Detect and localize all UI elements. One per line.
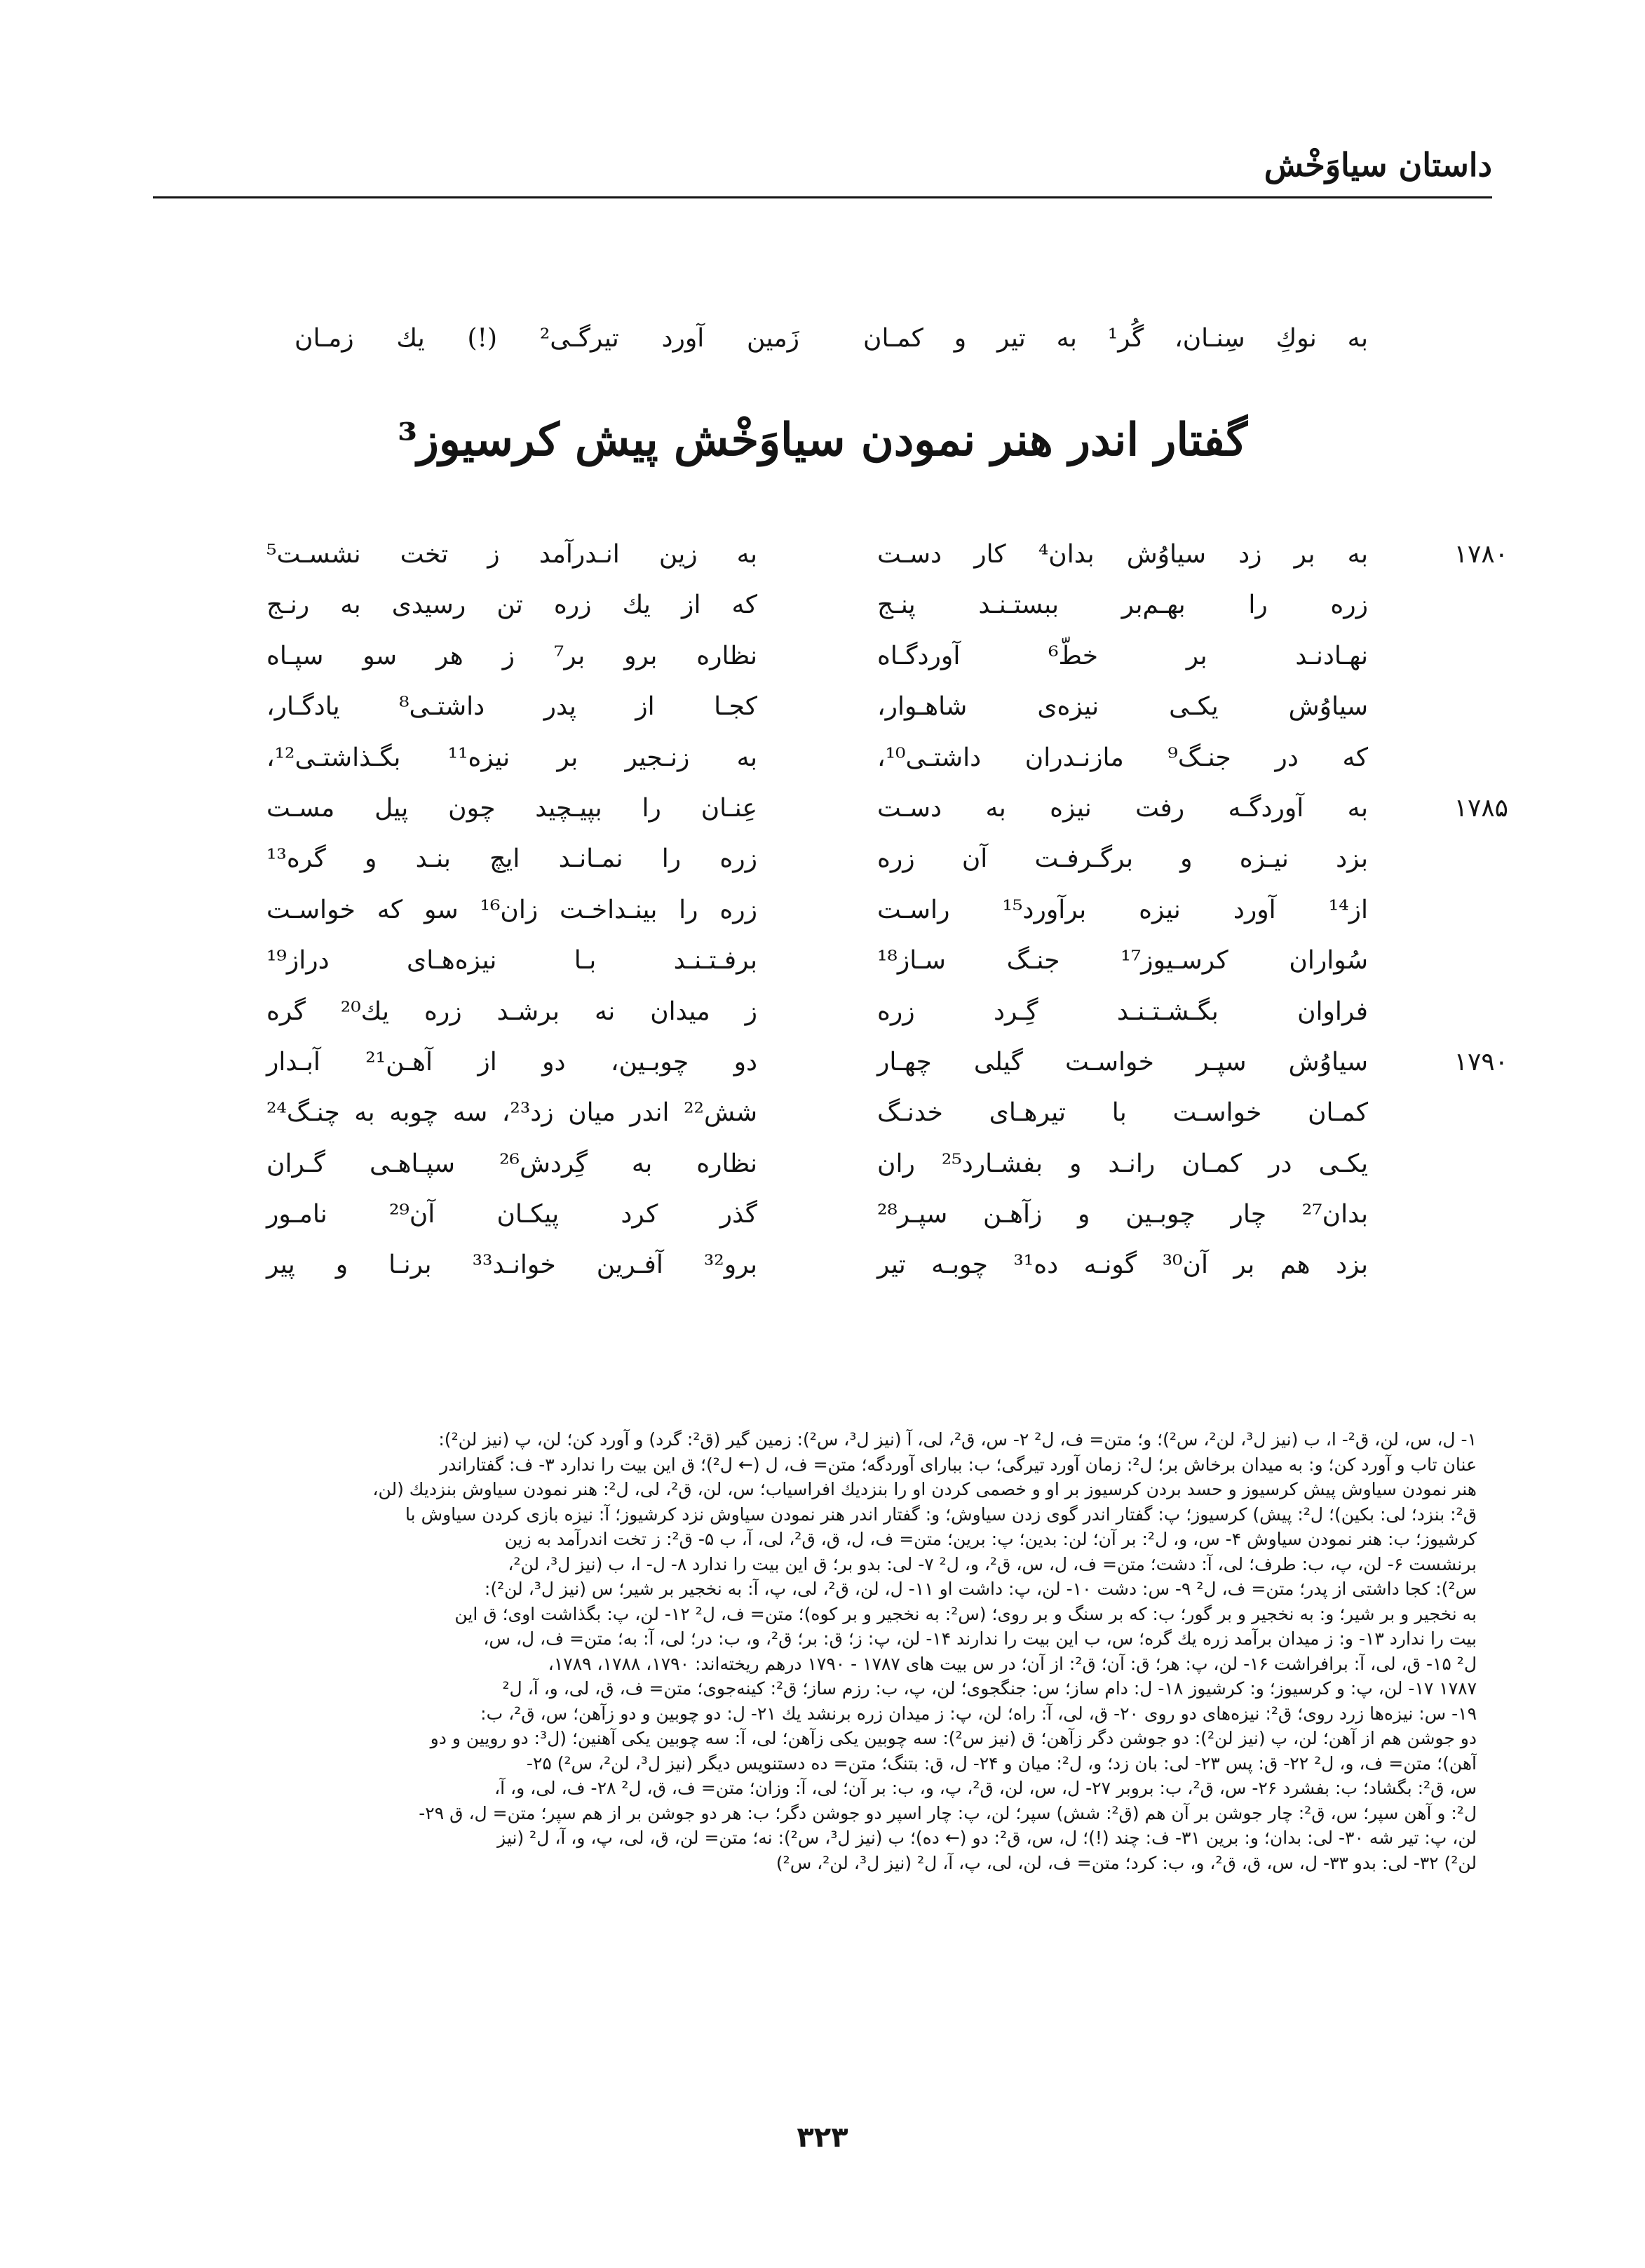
verse-hemistich-right: بزد نیـزه و برگـرفـت آن زره xyxy=(877,844,1368,874)
verse-row xyxy=(266,1047,1508,1098)
verse-row xyxy=(266,1250,1368,1301)
verse-hemistich-right: سیاوُش یكـی نیزه‌ی شاهـوار، xyxy=(877,692,1368,722)
footnote-line: آهن)؛ متن= ف، و، ل² ۲۲- ق: پس ۲۳- لی: بان زد؛ و، ل²: میان و ۲۴- ل، ق: بتنگ؛ متن= ده دستنویس دیگر (نیز ل³، لن²، س²) ۲۵- xyxy=(526,1753,1477,1774)
verse-number: ۱۷۸۵ xyxy=(1454,793,1508,823)
verse-row xyxy=(266,1200,1368,1250)
verse-hemistich-right: به بر زد سیاوُش بدان⁴ كار دسـت xyxy=(877,540,1368,569)
verse-hemistich-right: یكـی در كمـان رانـد و بفشـارد²⁵ ران xyxy=(877,1149,1368,1178)
verse-hemistich-right: به نوكِ سِنـان، گُر¹ به تیر و كمـان xyxy=(863,324,1368,353)
verse-row xyxy=(266,540,1508,590)
verse-row xyxy=(266,946,1368,997)
verse-hemistich-right: سیاوُش سپـر خواسـت گیلی چهـار xyxy=(877,1047,1368,1076)
verse-hemistich-left: برو³² آفـرین خوانـد³³ برنـا و پیر xyxy=(266,1250,757,1280)
verse-hemistich-left: به زنـجیر بر نیزه¹¹ بگـذاشتـی¹²، xyxy=(266,743,757,772)
footnotes xyxy=(168,1427,1477,1875)
verse-hemistich-left: زره را نمـانـد ایچ بنـد و گره¹³ xyxy=(266,844,757,874)
verse-hemistich-left: كجـا از پدر داشتـی⁸ یادگـار، xyxy=(266,692,757,722)
verse-list xyxy=(266,540,1508,1302)
footnote-line: ۱۷۸۷ ۱۷- لن، پ: و كرسیوز؛ و: كرشیوز ۱۸- ل: دام ساز؛ س: جنگجوی؛ لن، پ، ب: رزم ساز؛ ق²: كینه‌جوی؛ متن= ف، ق، لی، و، آ، ل² xyxy=(502,1678,1477,1699)
verse-hemistich-left: شش²² اندر میان زد²³، سه چوبه به چنـگ²⁴ xyxy=(266,1098,758,1128)
footnote-line: س، ق²: بگشاد؛ ب: بفشرد ۲۶- س، ق²، ب: بروبر ۲۷- ل، س، لن، ق²، پ، و، ب: بر آن؛ لی، آ: وزان؛ متن= ف، ق، ل² ۲۸- ف، لی، و، آ، xyxy=(494,1778,1477,1798)
footnote-line: به نخجیر و بر شیر؛ و: به نخجیر و بر گور؛ ب: كه بر سنگ و بر روی؛ (س²: به نخجیر و بر كوه)؛ متن= ف، ل² ۱۲- لن، پ: بگذاشت اوی؛ ق این xyxy=(454,1603,1477,1624)
verse-hemistich-left: كه از یك زره تن رسیدی به رنـج xyxy=(266,590,757,620)
section-title: گفتار اندر هنر نمودن سیاوَخْش پیش كرسیوز³ xyxy=(397,414,1248,466)
header-divider xyxy=(153,196,1492,198)
verse-hemistich-left: ز میدان نه برشـد زره یك²⁰ گره xyxy=(266,997,757,1026)
verse-row xyxy=(266,1149,1368,1200)
verse-hemistich-right: بدان²⁷ چار چوبـین و زآهـن سپـر²⁸ xyxy=(877,1200,1368,1229)
footnote-line: كرشیوز؛ ب: هنر نمودن سیاوش ۴- س، و، ل²: بر آن؛ لن: بدین؛ پ: برین؛ متن= ف، ل، ق، ق²، لی، آ، ب ۵- ق²: ز تخت اندرآمد به زین xyxy=(504,1529,1477,1549)
footnote-line: ل² ۱۵- ق، لی، آ: برافراشت ۱۶- لن، پ: هر؛ ق: آن؛ ق²: از آن؛ در س بیت های ۱۷۸۷ - ۱۷۹۰ درهم ریخته‌اند: ۱۷۹۰، ۱۷۸۸، ۱۷۸۹، xyxy=(548,1653,1477,1674)
verse-hemistich-right: نهـادنـد بر خطّ⁶ آوردگـاه xyxy=(877,641,1368,670)
verse-hemistich-left: دو چوبـین، دو از آهـن²¹ آبـدار xyxy=(266,1047,758,1076)
footnote-line: عنان تاب و آورد كن؛ و: به میدان برخاش بر؛ ل²: زمان آورد تیرگی؛ ب: ببارای آوردگه؛ متن= ف، ل (← ل²)؛ ق این بیت را ندارد ۳- ف: گفتاراندر xyxy=(440,1454,1477,1475)
running-header: داستان سیاوَخْش xyxy=(1264,146,1492,184)
footnote-line: بیت را ندارد ۱۳- و: ز میدان برآمد زره یك گره؛ س، ب این بیت را ندارند ۱۴- لن، پ: ز؛ ق: بر؛ ق²، و، ب: در؛ لی، آ: به؛ متن= ف، ل، س، xyxy=(483,1628,1477,1649)
footnote-line: س²): كجا داشتی از پدر؛ متن= ف، ل² ۹- س: دشت ۱۰- لن، پ: داشت او ۱۱- ل، لن، ق²، لی، پ، آ: به نخجیر بر شیر؛ س (نیز ل³، لن²): xyxy=(484,1579,1477,1599)
verse-number: ۱۷۹۰ xyxy=(1454,1047,1508,1076)
footnote-line: ۱۹- س: نیزه‌ها زرد روی؛ ق²: نیزه‌های دو روی ۲۰- ق، لی، آ: راه؛ لن، پ: ز میدان زره برنشد یك ۲۱- ل: دو چوبین و دو زآهن؛ س، ق²، ب: xyxy=(480,1703,1477,1724)
verse-hemistich-left: برفـتـنـد بـا نیزه‌هـای دراز¹⁹ xyxy=(266,946,757,976)
footnote-line: دو جوشن هم از آهن؛ لن، پ (نیز لن²): دو جوشن دگر زآهن؛ ق (نیز س²): سه چوبین یكی زآهن؛ لی، آ: سه چوبین یكی آهنین؛ (ل³: دو رویین و دو xyxy=(430,1728,1477,1748)
verse-hemistich-right: به آوردگـه رفت نیزه به دسـت xyxy=(877,793,1368,823)
footnote-line: ۱- ل، س، لن، ق²- ا، ب (نیز ل³، لن²، س²)؛ و؛ متن= ف، ل² ۲- س، ق²، لی، آ (نیز ل³، س²): زمین گیر (ق²: گرد) و آورد كن؛ لن، پ (نیز لن²): xyxy=(438,1429,1477,1450)
verse-hemistich-left: زَمین آورد تیرگـی² (!) یك زمـان xyxy=(295,324,799,353)
verse-hemistich-right: از¹⁴ آورد نیزه برآورد¹⁵ راسـت xyxy=(877,895,1368,924)
verse-hemistich-right: كمـان خواسـت با تیرهـای خدنـگ xyxy=(877,1098,1368,1128)
verse-row xyxy=(266,793,1508,844)
verse-row xyxy=(266,896,1368,946)
verse-number: ۱۷۸۰ xyxy=(1454,540,1508,569)
verse-hemistich-left: گذر كرد پیكـان آن²⁹ نامـور xyxy=(266,1200,757,1229)
verse-row xyxy=(266,642,1368,692)
footnote-line: لن، پ: تیر شه ۳۰- لی: بدان؛ و: برین ۳۱- ف: چند (!)؛ ل، س، ق²: دو (← ده)؛ ب (نیز ل³، س²): نه؛ متن= لن، ق، لی، پ، و، آ، ل² (نیز xyxy=(497,1828,1477,1848)
verse-row xyxy=(266,997,1368,1048)
verse-row xyxy=(266,590,1368,641)
verse-hemistich-right: فراوان بگـشـتـنـد گِـرد زره xyxy=(877,997,1368,1026)
verse-row xyxy=(266,844,1368,895)
verse-row xyxy=(266,692,1368,743)
verse-hemistich-left: به زین انـدرآمد ز تخت نشسـت⁵ xyxy=(266,540,757,569)
verse-hemistich-right: سُواران كرسـیوز¹⁷ جنـگ سـاز¹⁸ xyxy=(877,946,1369,976)
verse-hemistich-left: زره را بینـداخـت زان¹⁶ سو كه خواسـت xyxy=(266,895,757,924)
top-verse xyxy=(295,324,1368,366)
verse-hemistich-right: كه در جنـگ⁹ مازنـدران داشتـی¹⁰، xyxy=(877,743,1368,772)
verse-row xyxy=(266,1098,1368,1149)
verse-hemistich-right: زره را بهـم‌بر ببستـنـد پنـج xyxy=(877,590,1368,620)
footnote-line: لن²) ۳۲- لی: بدو ۳۳- ل، س، ق، ق²، و، ب: كرد؛ متن= ف، لن، لی، پ، آ، ل² (نیز ل³، لن²، س²) xyxy=(776,1852,1477,1873)
footnote-line: هنر نمودن سیاوش پیش كرسیوز و حسد بردن كرسیوز بر او و خصمی كردن او را بنزدیك افراسیاب؛ س، لن، ق²، لی، ل²: هنر نمودن سیاوش بنزدیك (لن، xyxy=(372,1479,1477,1499)
verse-hemistich-left: نظاره برو بر⁷ ز هر سو سپـاه xyxy=(266,641,757,670)
footnote-line: ل²: و آهن سپر؛ س، ق²: چار جوشن بر آن هم (ق²: شش) سپر؛ لن، پ: چار اسپر دو جوشن دگر؛ ب: هر دو جوشن بر از هم سپر؛ متن= ل، ق ۲۹- xyxy=(419,1802,1477,1823)
verse-row xyxy=(266,743,1368,794)
verse-hemistich-left: نظاره به گِردش²⁶ سپـاهـی گـران xyxy=(266,1149,757,1178)
footnote-line: برنشست ۶- لن، پ، ب: طرف؛ لی، آ: دشت؛ متن= ف، ل، س، ق²، و، ل² ۷- لی: بدو بر؛ ق این بیت را ندارد ۸- ل- ا، ب (نیز ل³، لن²، xyxy=(508,1553,1477,1574)
page-number: ۳۲۳ xyxy=(797,2121,848,2154)
verse-hemistich-right: بزد هم بر آن³⁰ گونـه ده³¹ چوبـه تیر xyxy=(877,1250,1369,1280)
footnote-line: ق²: بنزد؛ لی: بكین)؛ ل²: پیش) كرسیوز؛ پ: گفتار اندر گوی زدن سیاوش؛ و: گفتار اندر هنر نمودن سیاوش نزد كرشیوز؛ آ: نیزه بازی كردن سیاوش با xyxy=(405,1504,1477,1525)
verse-hemistich-left: عِنـان را بپیـچید چون پیل مسـت xyxy=(266,793,757,823)
